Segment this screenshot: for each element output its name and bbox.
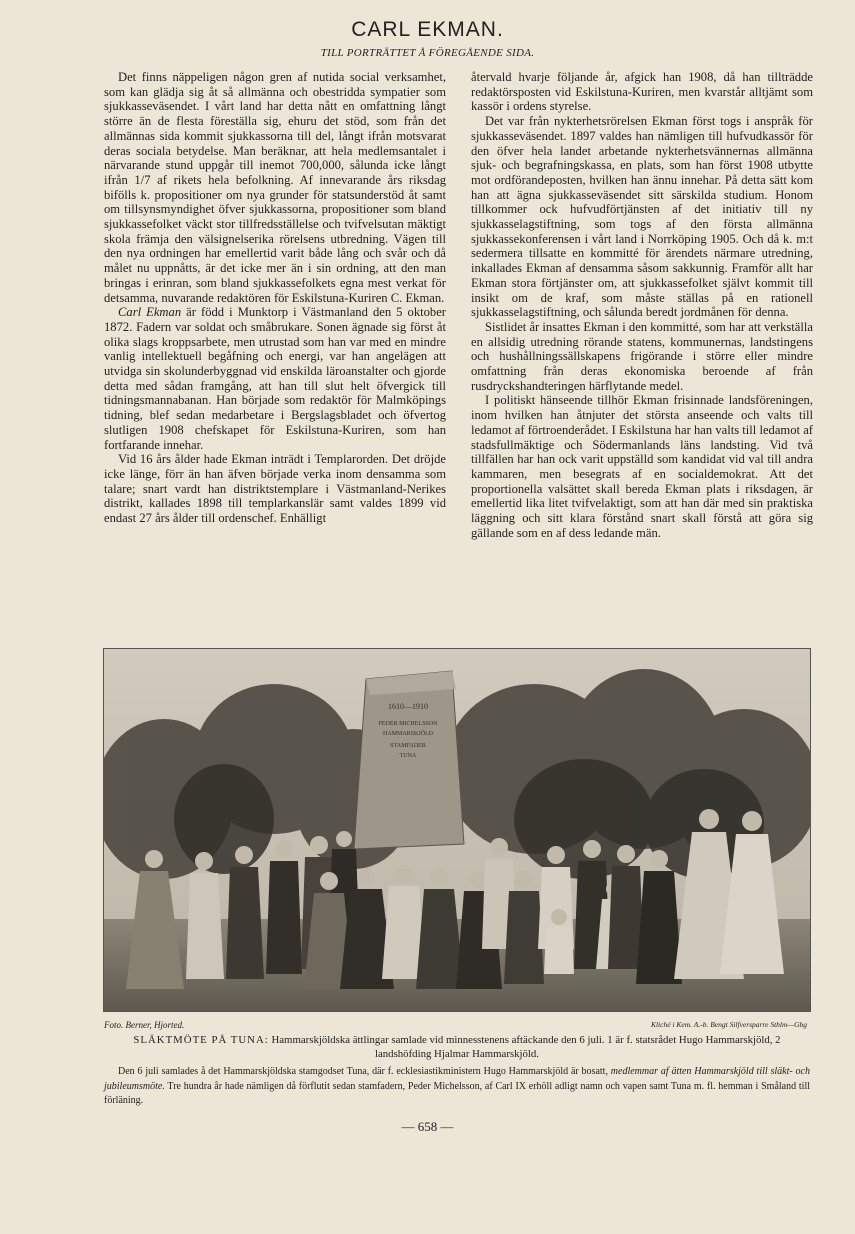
- left-paragraph-1: Det finns näppeligen någon gren af nutida social verksamhet, som kan glädja sig åt så allmänna och obestridda sympatier som sjukkasseväsendet. I vårt land har detta nått en omfattning långt större än de flesta föreställa sig, ehuru det stöd, som från det allmännas sida kommit sjukkassorna till del, långt ifrån motsvarat deras sociala betydelse. Man beräknar, att hela medlemsantalet i närvarande stund uppgår till inemot 700,000, sålunda icke långt ifrån 1/7 af rikets hela befolkning. Af innevarande års riksdag bifölls k. propositioner om nya grunder för statsunderstöd åt samt om tillsynsmyndighet öfver sjukkassorna, propositioner som bland sjukkassefolket väckt stor tillfredsställelse och tvifvelsutan mäktigt skola främja den välsignelserika rörelsens utbredning. Vägen till den nya ordningen har emellertid varit både lång och svår och då målet nu uppnåtts, är det icke mer än i sin ordning, att den man bringas i erinran, som bland sjukkassefolkets egna mest verkat för detsamma, nuvarande redaktören för Eskilstuna-Kuriren C. Ekman.: [104, 70, 446, 305]
- right-paragraph-2: Det var från nykterhetsrörelsen Ekman först togs i anspråk för sjukkasseväsendet. 1897 valdes han nämligen till hufvudkassör för den öfver hela landet arbetande nykterhetsvännernas allmänna sjuk- och begrafningskassa, en plats, som han först 1908 utbytte mot ordförandeposten, hvilken han ännu innehar. På detta sätt kom han att ägna sjukkasseväsendet sitt särskilda studium. Honom tillkommer ock hufvudförtjänsten af det initiativ till ny sjukkasselagstiftning, som togs af den första allmänna sjukkassekonferensen i vårt land i Norrköping 1905. Och då k. m:t sedermera tillsatte en kommitté för ärendets närmare utredning, inkallades Ekman af densamma såsom sakkunnig. Framför allt har Ekman stora förtjänster om, att sjukkassefolket självt kommit till insikt om de kraf, som måste ställas på en rationell sjukkasselagstiftning, och sålunda beredt jordmånen för denna.: [471, 114, 813, 320]
- inscription-line-2: PEDER MICHELSSON: [378, 721, 438, 727]
- inscription-line-3: HAMMARSKJÖLD: [382, 731, 434, 737]
- left-paragraph-2-name: Carl Ekman: [118, 305, 182, 320]
- article-title: CARL EKMAN.: [351, 18, 504, 41]
- article-subtitle: TILL PORTRÄTTET Å FÖREGÅENDE SIDA.: [320, 47, 535, 59]
- inscription-line-5: TUNA: [399, 753, 417, 759]
- caption-text: Hammarskjöldska ättlingar samlade vid minnesstenens aftäckande den 6 juli. 1 är f. statsrådet Hugo Hammarskjöld, 2 landshöfding Hjalmar Hammarskjöld.: [268, 1034, 781, 1060]
- right-paragraph-1: återvald hvarje följande år, afgick han 1908, då han tillträdde redaktörsposten vid Eskilstuna-Kuriren, men kvarstår alltjämt som kassör i ordens styrelse.: [471, 70, 813, 114]
- left-paragraph-2-body: är född i Munktorp i Västmanland den 5 oktober 1872. Fadern var soldat och småbrukare. Sonen ägnade sig först åt olika slags kroppsarbete, men utrustad som han var med en mindre vanlig intellektuell begåfning och energi, var han angelägen att utvidga sin skolunderbyggnad vid enskilda läroanstalter och gjorde detta med sådan framgång, att han till slut helt öfvergick till tidningsmannabanan. Han började som redaktör för Malmköpings tidning, blef sedan medarbetare i Bergslagsbladet och öfvertog slutligen 1908 chefskapet för Eskilstuna-Kuriren, som han fortfarande innehar.: [104, 305, 447, 452]
- caption-lead: SLÄKTMÖTE PÅ TUNA:: [133, 1034, 269, 1046]
- left-column: [104, 70, 446, 526]
- left-paragraph-2: [104, 305, 446, 452]
- photo-illustration: [104, 649, 810, 1011]
- right-paragraph-3: Sistlidet år insattes Ekman i den kommitté, som har att verkställa en allsidig utredning rörande statens, kommunernas, landstingens och hushållningssällskapens frigörande i större eller mindre omfattning från deras ekonomiska beroende af från rusdryckshandteringen härflytande medel.: [471, 319, 813, 393]
- inscription-line-4: STAMFADER: [390, 743, 426, 749]
- photo-caption: [104, 1033, 810, 1061]
- cliche-credit: Kliché i Kem. A.-b. Bengt Silfversparre Sthlm—Gbg: [650, 1020, 807, 1029]
- right-paragraph-4: I politiskt hänseende tillhör Ekman frisinnade landsföreningen, inom hvilken han åtnjuter det största anseende och valts till ledamot af förtroenderådet. I Eskilstuna har han valts till ledamot af stadsfullmäktige och Södermanlands läns landsting. Vid två tillfällen har han ock varit uppställd som kandidat vid val till andra kammaren, men besegrats af en socialdemokrat. Att det proportionella valsättet skall bereda Ekman plats i riksdagen, är emellertid lika litet tvifvelaktigt, som att han där med sin praktiska läggning och sitt klara förstånd snart skall förstå att göra sig gällande som en af dess ledande män.: [471, 393, 813, 540]
- inscription-line-1: 1610—1910: [388, 702, 428, 711]
- page-number: — 658 —: [401, 1119, 454, 1134]
- note-part-1: Den 6 juli samlades å det Hammarskjöldska stamgodset Tuna, där f. ecklesiastikministern Hugo Hammarskjöld är bosatt,: [118, 1066, 611, 1077]
- note-part-2: Tre hundra år hade nämligen då förflutit sedan stamfadern, Peder Michelsson, af Carl IX erhöll adligt namn och vapen samt Tuna m. fl. hemman i Småland till förläning.: [104, 1080, 810, 1106]
- note-italic: medlemmar af ätten Hammarskjöld till släkt- och jubileumsmöte.: [104, 1066, 810, 1092]
- family-gathering-photo: [103, 648, 811, 1012]
- left-paragraph-3: Vid 16 års ålder hade Ekman inträdt i Templarorden. Det dröjde icke länge, förr än han äfven började verka inom densamma som talare; snart vardt han distriktstemplare i Västmanland-Nerikes distrikt, kallades 1898 till templarkanslär samt valdes 1899 vid endast 27 års ålder till ordenschef. Enhälligt: [104, 452, 446, 526]
- photo-credit: Foto. Berner, Hjorted.: [104, 1020, 185, 1030]
- caption-note: [104, 1065, 810, 1109]
- right-column: [471, 70, 813, 541]
